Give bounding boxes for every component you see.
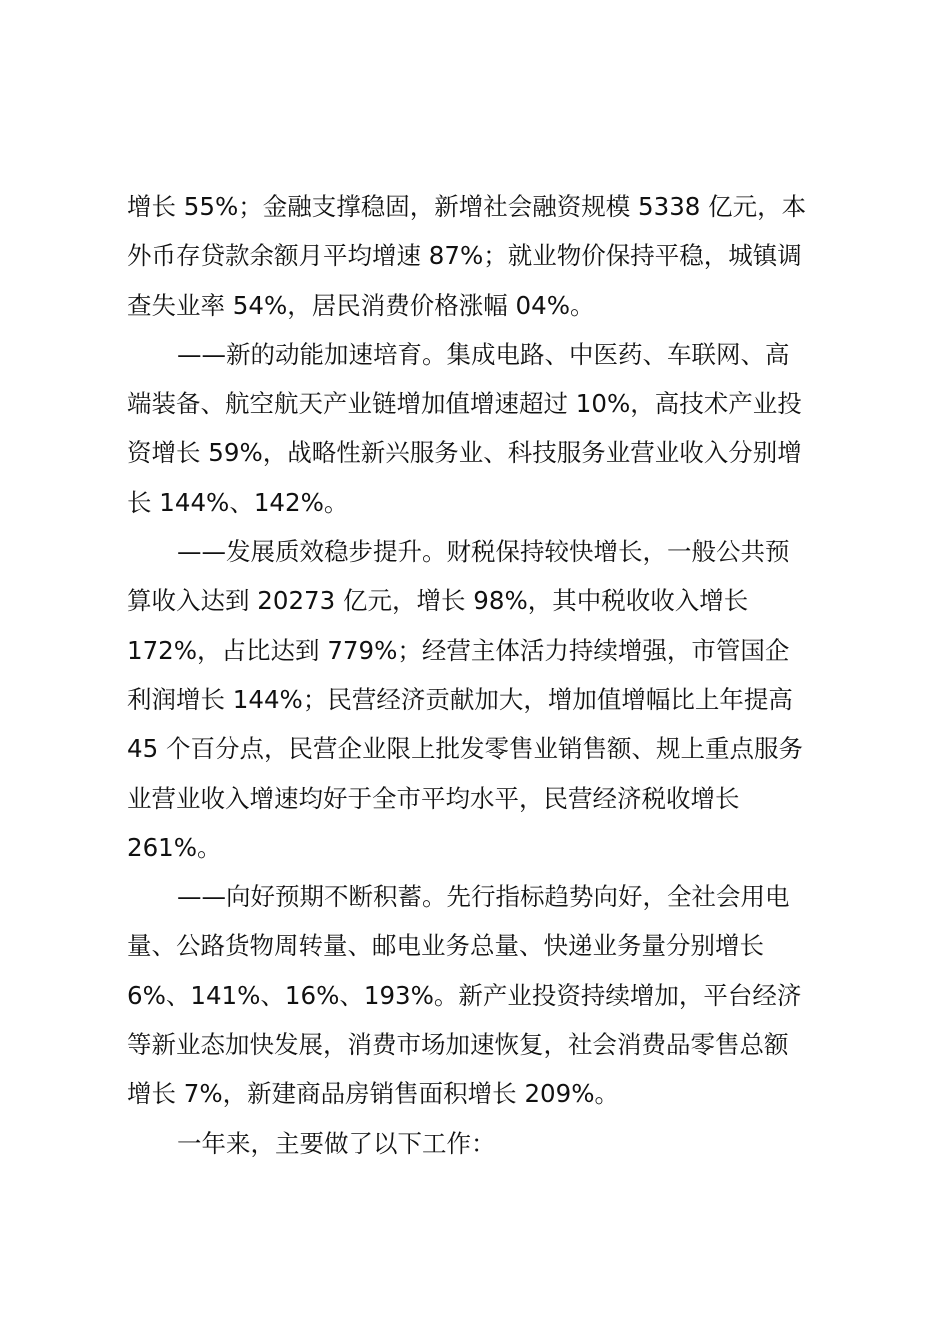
text-line-17: 6%、141%、16%、193%。新产业投资持续增加，平台经济 [127,980,802,1010]
text-line-11: 利润增长 144%；民营经济贡献加大，增加值增幅比上年提高 [127,684,793,714]
text-line-16: 量、公路货物周转量、邮电业务总量、快递业务量分别增长 [127,931,764,961]
text-line-10: 172%，占比达到 779%；经营主体活力持续增强，市管国企 [127,635,790,665]
text-line-14: 261%。 [127,832,222,862]
text-line-8: ——发展质效稳步提升。财税保持较快增长，一般公共预 [177,537,790,567]
text-line-12: 45 个百分点，民营企业限上批发零售业销售额、规上重点服务 [127,734,803,764]
text-line-2: 外币存贷款余额月平均增速 87%；就业物价保持平稳，城镇调 [127,241,802,271]
text-line-9: 算收入达到 20273 亿元，增长 98%，其中税收收入增长 [127,586,749,616]
text-line-5: 端装备、航空航天产业链增加值增速超过 10%，高技术产业投 [127,389,802,419]
text-line-18: 等新业态加快发展，消费市场加速恢复，社会消费品零售总额 [127,1030,789,1060]
text-line-6: 资增长 59%，战略性新兴服务业、科技服务业营业收入分别增 [127,438,802,468]
text-line-15: ——向好预期不断积蓄。先行指标趋势向好，全社会用电 [177,882,790,912]
text-line-13: 业营业收入增速均好于全市平均水平，民营经济税收增长 [127,783,740,813]
text-line-3: 查失业率 54%，居民消费价格涨幅 04%。 [127,290,595,320]
text-line-20: 一年来，主要做了以下工作： [177,1128,496,1158]
text-line-4: ——新的动能加速培育。集成电路、中医药、车联网、高 [177,339,790,369]
text-line-7: 长 144%、142%。 [127,487,349,517]
text-line-19: 增长 7%，新建商品房销售面积增长 209%。 [127,1079,619,1109]
body-text [127,182,833,1168]
text-line-1: 增长 55%；金融支撑稳固，新增社会融资规模 5338 亿元，本 [127,192,807,221]
